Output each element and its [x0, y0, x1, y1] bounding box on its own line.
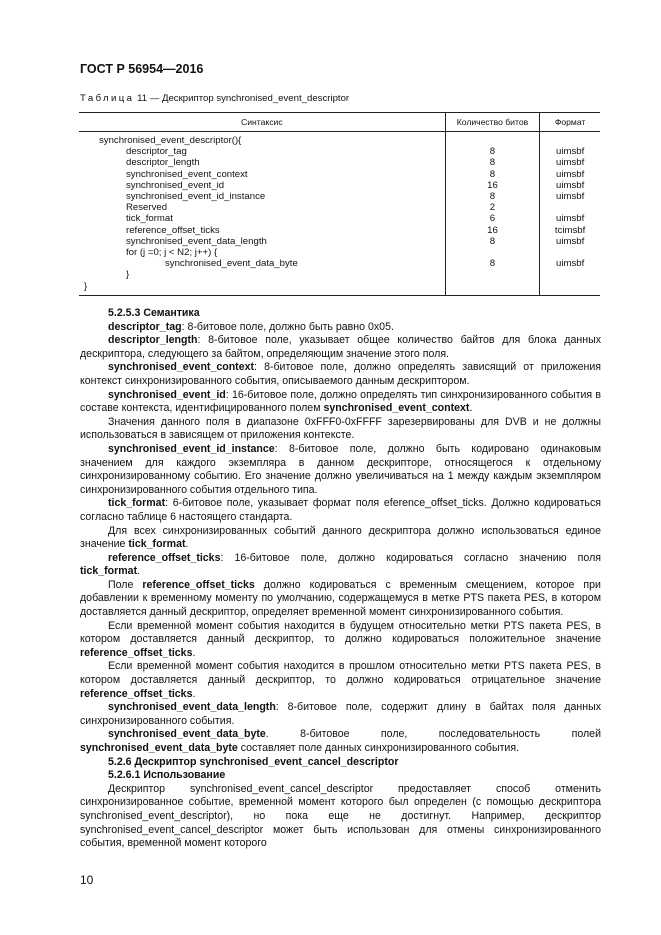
table-caption [80, 93, 349, 104]
field-name: synchronised_event_id [108, 388, 226, 401]
format-value: uimsbf [555, 146, 585, 158]
field-name: tick_format [128, 538, 186, 551]
field-name: synchronised_event_data_byte [80, 742, 238, 754]
table-header-row [79, 113, 600, 132]
bits-value [446, 135, 540, 146]
paragraph-text: Если временной момент события находится в прошлом относительно метки PTS пакета PES, в котором доставляется данный дескриптор, то должно кодироваться отрицательное значение [80, 660, 601, 687]
paragraph [80, 361, 601, 388]
paragraph-text: должно кодироваться с временным смещением, которое при добавлении к временному моменту по умолчанию, содержащемуся в метке PTS пакета PES, в котором доставляется данный дескриптор, определяет временной момент синхронизированного события. [80, 578, 601, 619]
paragraph-text: Для всех синхронизированных событий данного дескриптора должно использоваться единое значение [80, 524, 601, 551]
field-name: descriptor_tag [108, 320, 182, 333]
paragraph-text: : 8-битовое поле, должно определять зависящий от приложения контекст синхронизированного события, описываемого данным дескриптором. [80, 361, 601, 387]
field-name: tick_format [80, 565, 138, 578]
format-value: uimsbf [555, 258, 585, 270]
paragraph [80, 579, 601, 620]
bits-value: 2 [489, 202, 496, 214]
semantics-section [80, 307, 601, 851]
page-number: 10 [80, 873, 94, 887]
paragraph: Значения данного поля в диапазоне 0xFFF0-0xFFFF зарезервированы для DVB и не должны использоваться в зависящем от приложения контексте. [80, 415, 601, 442]
syntax-line: for (j =0; j < N2; j++) { [126, 247, 218, 259]
format-value: uimsbf [555, 157, 585, 169]
format-value [540, 135, 600, 146]
syntax-line: synchronised_event_context [126, 168, 248, 180]
syntax-line: } [84, 280, 88, 292]
format-value [540, 202, 600, 213]
syntax-line: } [126, 269, 130, 281]
bits-cell [445, 132, 540, 296]
paragraph-text: : 8-битовое поле, должно быть равно 0x05. [181, 320, 394, 333]
table-caption-title: 11 — Дескриптор synchronised_event_descriptor [137, 93, 350, 104]
format-value: uimsbf [555, 179, 585, 191]
field-name: reference_offset_ticks [108, 551, 221, 564]
bits-value: 8 [489, 157, 496, 169]
field-name: tick_format [108, 497, 166, 510]
syntax-line: synchronised_event_id_instance [126, 191, 266, 203]
descriptor-table [79, 112, 600, 296]
paragraph [80, 321, 601, 335]
field-name: synchronised_event_data_length [108, 701, 276, 714]
paragraph [80, 525, 601, 552]
bits-value [446, 247, 540, 258]
paragraph [80, 701, 601, 728]
field-name: synchronised_event_id_instance [108, 442, 275, 455]
syntax-line: tick_format [126, 213, 173, 225]
bits-value [446, 281, 540, 292]
paragraph-text: Если временной момент события находится в будущем относительно метки PTS пакета PES, в котором доставляется данный дескриптор, то должно кодироваться положительное значение [80, 619, 601, 646]
format-value: tcimsbf [554, 224, 586, 236]
paragraph-text: : 8-битовое поле, указывает общее количество байтов для блока данных дескриптора, следующего за байтом, определяющим значение этого поля. [80, 334, 601, 360]
syntax-line: synchronised_event_data_byte [165, 258, 298, 270]
paragraph [80, 443, 601, 497]
paragraph [80, 389, 601, 416]
field-name: synchronised_event_context [323, 402, 470, 415]
table-row [79, 132, 600, 296]
paragraph [80, 552, 601, 579]
field-name: reference_offset_ticks [142, 578, 255, 591]
bits-value: 6 [489, 213, 496, 225]
paragraph-text: : 8-битовое поле, должно быть кодировано одинаковым значением для каждого экземпляра в данном дескрипторе, относящегося к отдельному синхронизированному событию. Его значение должно увеличиваться на 1 между каждым экземпляром синхронизированного события отдельного типа. [80, 442, 601, 496]
bits-value: 8 [489, 235, 496, 247]
format-cell [540, 132, 600, 296]
paragraph [80, 497, 601, 524]
syntax-line: descriptor_tag [126, 146, 187, 158]
format-value [540, 281, 600, 292]
paragraph-text: : 6-битовое поле, указывает формат поля eference_offset_ticks. Должно кодироваться согласно таблице 6 настоящего стандарта. [80, 497, 601, 523]
field-name: descriptor_length [108, 334, 198, 347]
bits-value: 8 [489, 146, 496, 158]
syntax-line: synchronised_event_data_length [126, 235, 267, 247]
column-header-bits: Количество битов [445, 113, 540, 132]
section-heading: 5.2.6 Дескриптор synchronised_event_cancel_descriptor [108, 755, 399, 768]
paragraph-text: . [469, 402, 473, 415]
field-name: synchronised_event_context [108, 361, 255, 374]
bits-value: 16 [487, 224, 498, 236]
syntax-line: synchronised_event_id [126, 179, 225, 191]
paragraph [80, 620, 601, 661]
paragraph [80, 334, 601, 361]
paragraph-text: . [137, 565, 141, 578]
paragraph-text: : 8-битовое поле, содержит длину в байтах поля данных синхронизированного события. [80, 701, 601, 727]
format-value: uimsbf [555, 235, 585, 247]
format-value: uimsbf [555, 168, 585, 180]
paragraph [80, 728, 601, 755]
paragraph-text: : 16-битовое поле, должно определять тип синхронизированного события в составе контекста, идентифицированного полем [80, 388, 601, 415]
section-heading: 5.2.6.1 Использование [108, 769, 226, 782]
section-heading: 5.2.5.3 Семантика [108, 307, 200, 319]
syntax-cell [79, 132, 445, 296]
field-name: reference_offset_ticks [80, 646, 193, 659]
syntax-line: synchronised_event_descriptor(){ [99, 135, 242, 146]
document-header: ГОСТ Р 56954—2016 [80, 62, 204, 76]
bits-value [446, 269, 540, 280]
format-value: uimsbf [555, 213, 585, 225]
paragraph-text: : 16-битовое поле, должно кодироваться согласно значению поля [220, 551, 601, 564]
paragraph-text: . [192, 646, 196, 659]
bits-value: 16 [487, 179, 498, 191]
field-name: reference_offset_ticks [80, 687, 193, 700]
format-value [540, 269, 600, 280]
format-value: uimsbf [555, 191, 585, 203]
paragraph-text: . [192, 687, 196, 700]
paragraph-text: Поле [108, 578, 143, 591]
paragraph-text: . 8-битовое поле, последовательность полей [265, 728, 601, 741]
field-name: synchronised_event_data_byte [108, 728, 266, 741]
syntax-line: descriptor_length [126, 157, 200, 169]
syntax-line: reference_offset_ticks [126, 224, 220, 236]
paragraph [80, 660, 601, 701]
paragraph-text: составляет поле данных синхронизированного события. [237, 742, 520, 754]
table-caption-word: Таблица [80, 93, 135, 104]
paragraph: Дескриптор synchronised_event_cancel_descriptor предоставляет способ отменить синхронизированное событие, временной момент которого был определен (с помощью дескриптора synchronised_event_descriptor), но пока еще не достигнут. Например, дескриптор synchronised_event_cancel_descriptor может быть использован для отмены синхронизированного события, временной момент которого [80, 782, 601, 850]
format-value [540, 247, 600, 258]
bits-value: 8 [489, 258, 496, 270]
bits-value: 8 [489, 191, 496, 203]
column-header-format: Формат [540, 113, 600, 132]
bits-value: 8 [489, 168, 496, 180]
paragraph-text: . [185, 538, 189, 551]
syntax-line: Reserved [126, 202, 168, 214]
column-header-syntax: Синтаксис [79, 113, 445, 132]
